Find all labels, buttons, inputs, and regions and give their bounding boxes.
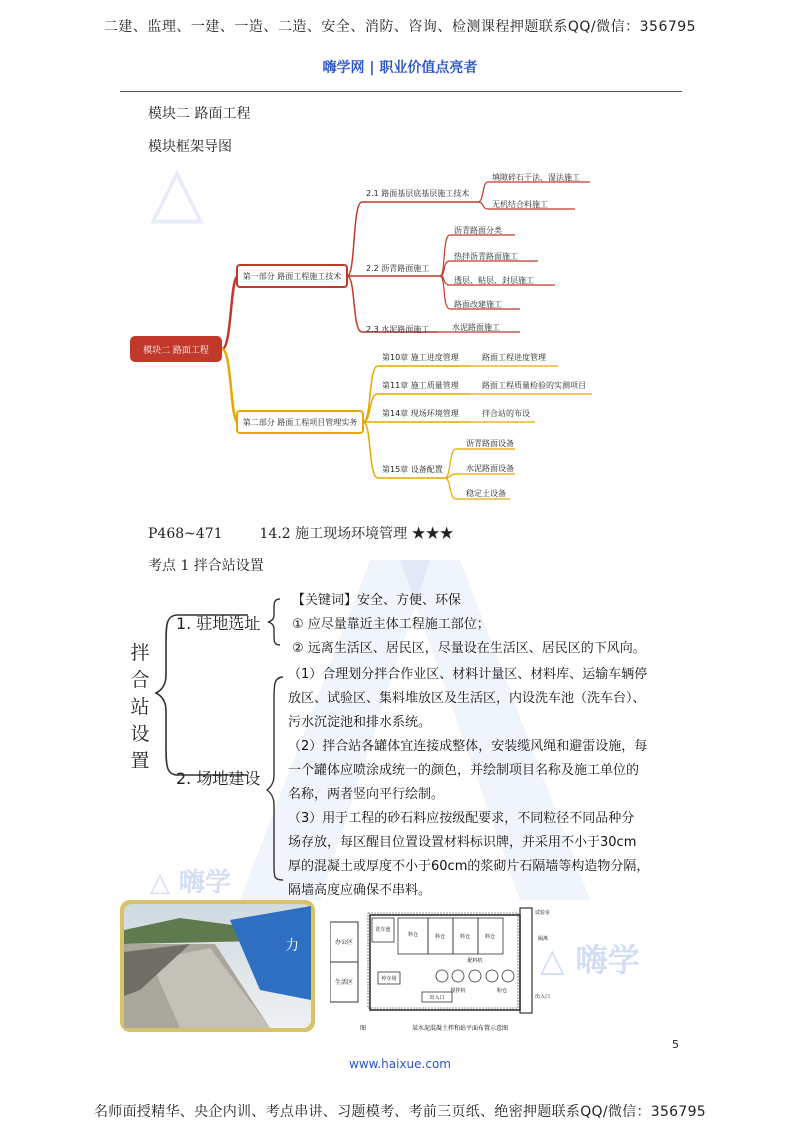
text-line: 名称，两者竖向平行绘制。 bbox=[288, 787, 445, 802]
text-line: （2）拌合站各罐体宜连接成整体，安装缆风绳和避雷设施，每 bbox=[288, 739, 648, 754]
mindmap-p1-c3: 2.3 水泥路面施工 bbox=[366, 325, 430, 334]
text-line: 污水沉淀池和排水系统。 bbox=[288, 715, 432, 730]
haixue-watermark-logo: △ 嗨学 bbox=[540, 941, 640, 979]
text-line: 放区、试验区、集料堆放区及生活区，内设洗车池（洗车台）、 bbox=[288, 691, 646, 706]
mindmap-leaf: 沥青路面分类 bbox=[454, 226, 502, 235]
section-title: 14.2 施工现场环境管理 bbox=[259, 526, 408, 542]
site-url[interactable]: www.haixue.com bbox=[349, 1057, 451, 1071]
plan-label: 试验室 bbox=[535, 910, 551, 916]
text-line: ① 应尽量靠近主体工程施工部位； bbox=[292, 617, 490, 632]
header-divider bbox=[120, 91, 682, 92]
site-construction-text bbox=[288, 663, 683, 903]
section-heading bbox=[148, 523, 454, 543]
text-line: （3）用于工程的砂石料应按级配要求，不同粒径不同品种分 bbox=[288, 811, 635, 826]
plan-label: 出入口 bbox=[535, 994, 551, 1000]
mindmap-leaf: 热拌沥青路面施工 bbox=[454, 252, 518, 261]
mindmap-leaf: 透层、粘层、封层施工 bbox=[454, 276, 534, 285]
mindmap-leaf: 稳定土设备 bbox=[466, 489, 506, 498]
text-line: 隔墙高度应确保不串料。 bbox=[288, 883, 432, 898]
svg-text:力: 力 bbox=[285, 938, 299, 954]
mindmap-leaf: 沥青路面设备 bbox=[466, 439, 514, 448]
text-line: 厚的混凝土或厚度不小于60cm的浆砌片石隔墙等构造物分隔， bbox=[288, 859, 650, 874]
plan-label: 料仓 bbox=[434, 934, 446, 940]
site-photo bbox=[120, 900, 315, 1032]
header-brand: 嗨学网 | 职业价值点亮者 bbox=[322, 60, 478, 76]
mindmap-p2-c3: 第14章 现场环境管理 bbox=[382, 409, 459, 418]
plan-label: 料仓 bbox=[484, 934, 496, 940]
branch-site-selection: 1. 驻地选址 bbox=[176, 614, 261, 633]
text-line: ② 远离生活区、居民区，尽量设在生活区、居民区的下风向。 bbox=[292, 641, 646, 656]
text-line: （1）合理划分拌合作业区、材料计量区、材料库、运输车辆停 bbox=[288, 667, 648, 682]
page-number: 5 bbox=[672, 1038, 679, 1051]
text-line: 场存放，每区醒目位置设置材料标识牌，并采用不小于30cm bbox=[288, 835, 637, 850]
plan-fig-label: 图 bbox=[360, 1025, 367, 1032]
page-ref: P468~471 bbox=[148, 526, 223, 542]
mindmap-p2-c4: 第15章 设备配置 bbox=[382, 465, 443, 474]
mindmap-leaf: 路面工程质量检验的实测项目 bbox=[482, 381, 586, 390]
plan-label: 配料机 bbox=[467, 958, 483, 964]
text-line: 【关键词】安全、方便、环保 bbox=[292, 593, 462, 608]
mindmap-leaf: 水泥路面设备 bbox=[466, 464, 514, 473]
diagram-root: 拌合站设置 bbox=[130, 642, 150, 772]
mindmap-leaf: 路面改建施工 bbox=[454, 300, 502, 309]
plan-label: 停车场 bbox=[381, 976, 397, 982]
mindmap-leaf: 无机结合料施工 bbox=[492, 200, 548, 209]
mindmap-p1-c1: 2.1 路面基层底基层施工技术 bbox=[366, 189, 470, 198]
watermark-logo: △ bbox=[150, 150, 204, 232]
mindmap-leaf: 填隙碎石干法、湿法施工 bbox=[492, 173, 580, 182]
plan-label: 料仓 bbox=[407, 932, 419, 938]
text-line: 一个罐体应喷涂成统一的颜色，并绘制项目名称及施工单位的 bbox=[288, 763, 640, 778]
mindmap-part2: 第二部分 路面工程项目管理实务 bbox=[242, 418, 358, 427]
plan-label: 生活区 bbox=[334, 979, 354, 986]
header-courses: 二建、监理、一建、一造、二造、安全、消防、咨询、检测课程押题联系QQ/微信：356795 bbox=[103, 19, 697, 35]
mindmap-p1-c2: 2.2 沥青路面施工 bbox=[366, 264, 430, 273]
mindmap-leaf: 水泥路面施工 bbox=[452, 323, 500, 332]
footer-text: 名师面授精华、央企内训、考点串讲、习题模考、考前三页纸、绝密押题联系QQ/微信：356795 bbox=[94, 1104, 706, 1120]
mindmap-part1: 第一部分 路面工程施工技术 bbox=[242, 272, 342, 281]
mindmap-p2-c2: 第11章 施工质量管理 bbox=[382, 381, 459, 390]
plan-label: 料仓 bbox=[459, 934, 471, 940]
map-title: 模块框架导图 bbox=[148, 139, 232, 155]
mindmap bbox=[120, 160, 680, 510]
plan-label: 粉仓 bbox=[496, 988, 508, 994]
mindmap-leaf: 路面工程进度管理 bbox=[482, 353, 546, 362]
importance-stars: ★★★ bbox=[411, 526, 454, 542]
haixue-watermark-logo: △ 嗨学 bbox=[150, 868, 232, 898]
mindmap-root: 模块二 路面工程 bbox=[143, 346, 209, 356]
plan-label: 隔离 bbox=[538, 936, 549, 942]
plan-label: 办公区 bbox=[334, 939, 354, 946]
mindmap-leaf: 拌合站的布设 bbox=[482, 409, 530, 418]
site-selection-text bbox=[292, 589, 682, 661]
branch-site-construction: 2. 场地建设 bbox=[176, 769, 261, 788]
module-title: 模块二 路面工程 bbox=[148, 106, 251, 122]
plan-label: 洗车池 bbox=[375, 927, 391, 933]
plan-label: 搅拌机 bbox=[450, 988, 466, 994]
kaodian-title: 考点 1 拌合站设置 bbox=[148, 558, 264, 574]
mindmap-p2-c1: 第10章 施工进度管理 bbox=[382, 353, 459, 362]
plan-caption: 某水泥混凝土拌和站平面布置示意图 bbox=[411, 1025, 509, 1032]
plan-label: 出入口 bbox=[429, 995, 445, 1001]
